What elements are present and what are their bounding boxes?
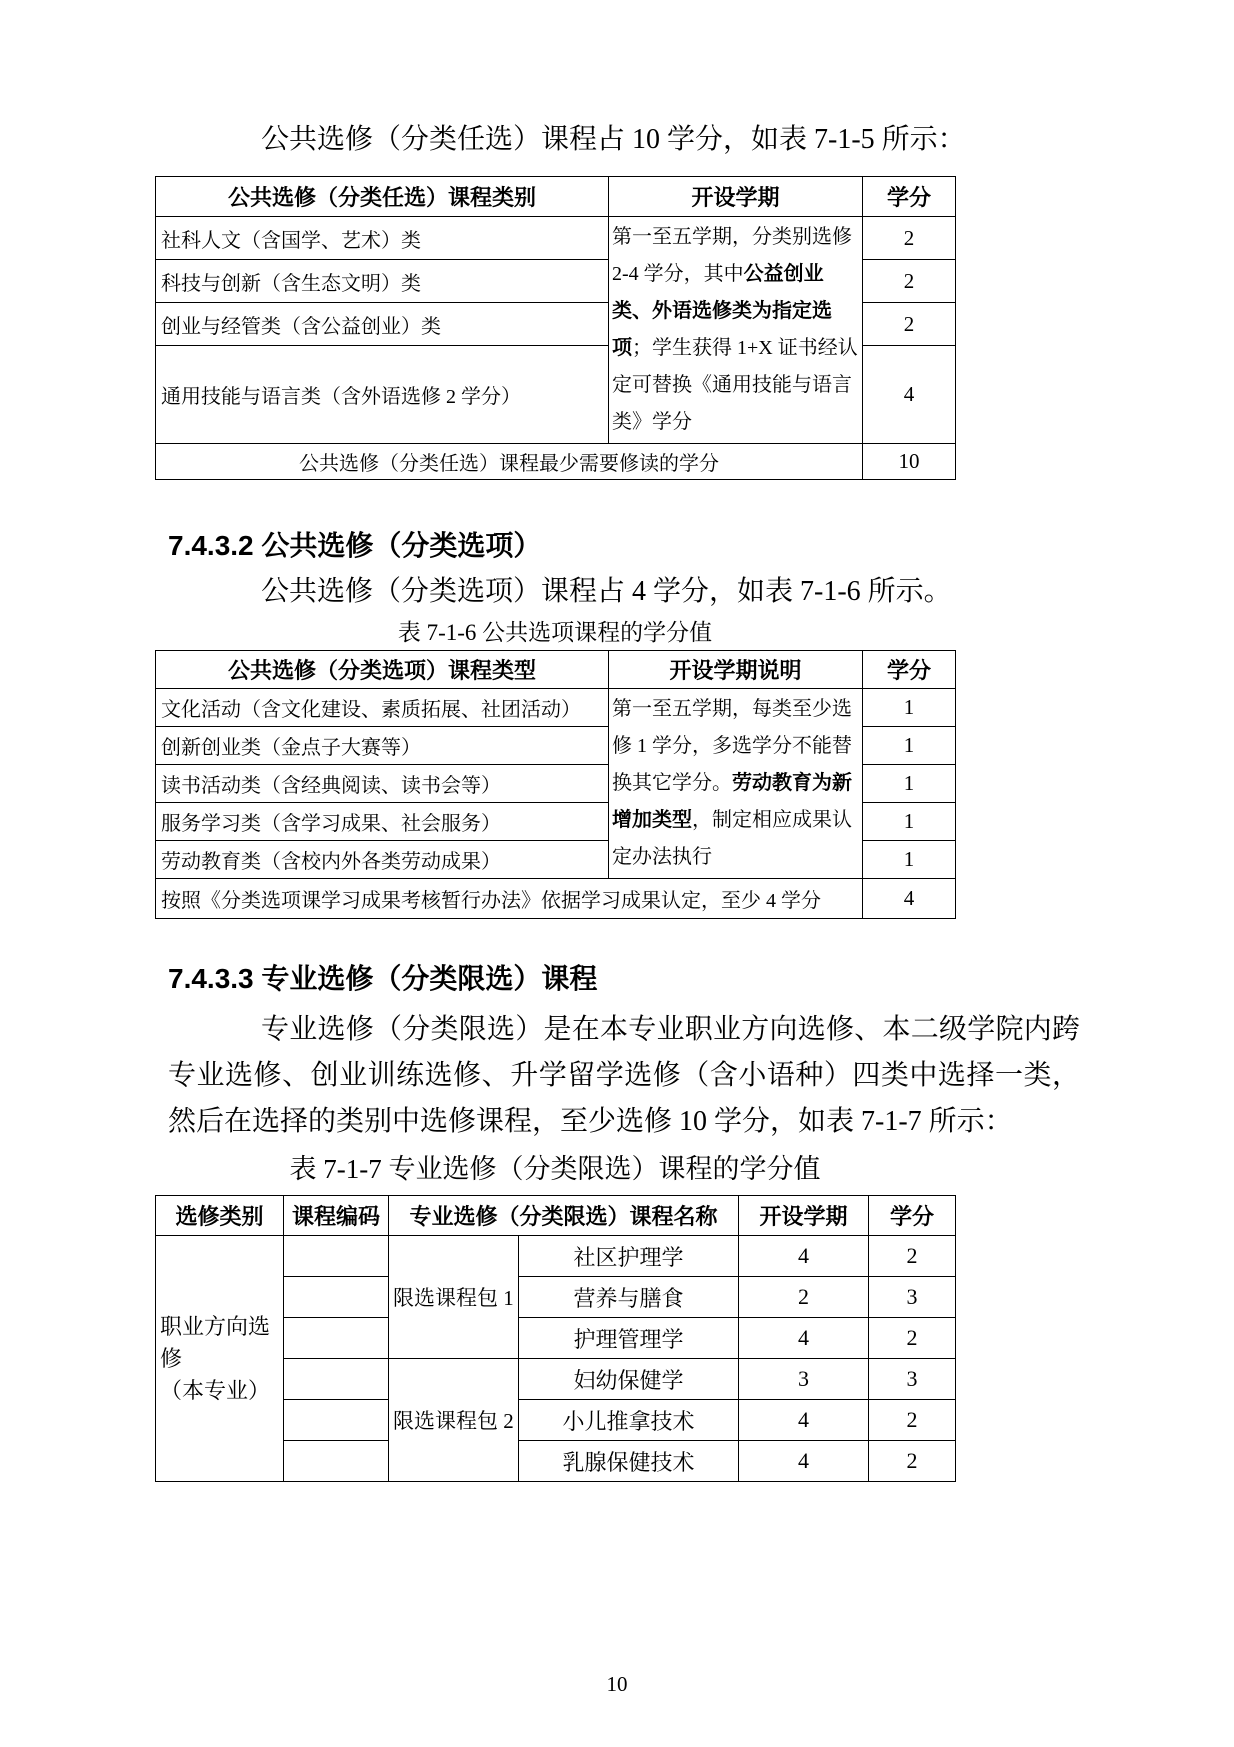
table-footer-row [156, 879, 956, 919]
column-header-elective-type: 选修类别 [156, 1196, 284, 1236]
credits-cell: 4 [863, 346, 956, 444]
column-header-semester: 开设学期说明 [609, 651, 863, 689]
note-text: ，制定相应成果认定办法执行 [612, 809, 852, 868]
note-text: ；学生获得 1+X 证书经认定可替换《通用技能与语言类》学分 [612, 337, 858, 433]
column-header-category: 公共选修（分类任选）课程类别 [156, 177, 609, 217]
elective-type-cell [156, 1236, 284, 1482]
credits-cell: 1 [863, 765, 956, 803]
credits-cell: 3 [869, 1359, 956, 1400]
column-header-credits: 学分 [863, 177, 956, 217]
course-code-cell [284, 1318, 389, 1359]
course-name-cell: 乳腺保健技术 [519, 1441, 739, 1482]
category-cell: 创新创业类（金点子大赛等） [156, 727, 609, 765]
table-row [156, 217, 956, 260]
column-header-category: 公共选修（分类选项）课程类型 [156, 651, 609, 689]
credits-cell: 1 [863, 727, 956, 765]
course-name-cell: 妇幼保健学 [519, 1359, 739, 1400]
course-code-cell [284, 1277, 389, 1318]
column-header-semester: 开设学期 [739, 1196, 869, 1236]
elective-type-line2: （本专业） [160, 1377, 271, 1403]
table-7-1-5 [155, 176, 956, 480]
table-row [156, 1236, 956, 1277]
minimum-credits-value: 10 [863, 444, 956, 480]
semester-cell: 4 [739, 1318, 869, 1359]
category-cell: 文化活动（含文化建设、素质拓展、社团活动） [156, 689, 609, 727]
column-header-credits: 学分 [863, 651, 956, 689]
course-code-cell [284, 1236, 389, 1277]
semester-note-cell [609, 217, 863, 444]
course-name-cell: 营养与膳食 [519, 1277, 739, 1318]
course-name-cell: 社区护理学 [519, 1236, 739, 1277]
credits-cell: 1 [863, 841, 956, 879]
semester-cell: 2 [739, 1277, 869, 1318]
credits-cell: 2 [863, 217, 956, 260]
table-header-row [156, 177, 956, 217]
semester-cell: 4 [739, 1441, 869, 1482]
table-caption-7-1-6: 表 7-1-6 公共选项课程的学分值 [397, 620, 713, 645]
note-text: 第一至五学期，每类至少选修 1 学分，多选学分不能替换其它学分。 [612, 698, 852, 794]
course-name-cell: 护理管理学 [519, 1318, 739, 1359]
course-code-cell [284, 1359, 389, 1400]
semester-cell: 4 [739, 1400, 869, 1441]
credits-cell: 2 [869, 1236, 956, 1277]
course-code-cell [284, 1441, 389, 1482]
credits-cell: 2 [869, 1441, 956, 1482]
table-7-1-6 [155, 650, 956, 919]
minimum-credits-label: 公共选修（分类任选）课程最少需要修读的学分 [156, 444, 863, 480]
table-row [156, 689, 956, 727]
semester-cell: 4 [739, 1236, 869, 1277]
column-header-credits: 学分 [869, 1196, 956, 1236]
table-footer-row [156, 444, 956, 480]
table-header-row [156, 1196, 956, 1236]
table-header-row [156, 651, 956, 689]
note-text-bold: 劳动教育为新增加类型 [612, 772, 852, 831]
intro-paragraph-table-7-1-5: 公共选修（分类任选）课程占 10 学分，如表 7-1-5 所示： [261, 124, 966, 155]
column-header-semester: 开设学期 [609, 177, 863, 217]
intro-paragraph-table-7-1-7: 专业选修（分类限选）是在本专业职业方向选修、本二级学院内跨专业选修、创业训练选修、升学留学选修（含小语种）四类中选择一类，然后在选择的类别中选修课程，至少选修 10 学分，如表 7-1-7 所示： [168, 1014, 1080, 1137]
credits-cell: 3 [869, 1277, 956, 1318]
section-heading-7-4-3-2: 7.4.3.2 公共选修（分类选项） [168, 530, 542, 561]
credits-cell: 2 [869, 1400, 956, 1441]
category-cell: 科技与创新（含生态文明）类 [156, 260, 609, 303]
package-cell: 限选课程包 2 [389, 1359, 519, 1482]
semester-note-cell [609, 689, 863, 879]
category-cell: 创业与经管类（含公益创业）类 [156, 303, 609, 346]
category-cell: 服务学习类（含学习成果、社会服务） [156, 803, 609, 841]
note-text: 第一至五学期，分类别选修 2-4 学分，其中 [612, 226, 852, 285]
semester-cell: 3 [739, 1359, 869, 1400]
category-cell: 社科人文（含国学、艺术）类 [156, 217, 609, 260]
column-header-course-name: 专业选修（分类限选）课程名称 [389, 1196, 739, 1236]
section-heading-7-4-3-3: 7.4.3.3 专业选修（分类限选）课程 [168, 963, 598, 994]
category-cell: 通用技能与语言类（含外语选修 2 学分） [156, 346, 609, 444]
page-number: 10 [606, 1672, 628, 1696]
category-cell: 读书活动类（含经典阅读、读书会等） [156, 765, 609, 803]
note-text-bold: 公益创业类、外语选修类为指定选项 [612, 263, 832, 359]
category-cell: 劳动教育类（含校内外各类劳动成果） [156, 841, 609, 879]
elective-type-line1: 职业方向选修 [160, 1313, 271, 1371]
credits-cell: 2 [869, 1318, 956, 1359]
intro-paragraph-table-7-1-6: 公共选修（分类选项）课程占 4 学分，如表 7-1-6 所示。 [261, 576, 952, 607]
column-header-course-code: 课程编码 [284, 1196, 389, 1236]
credits-cell: 1 [863, 689, 956, 727]
credits-cell: 2 [863, 303, 956, 346]
package-cell: 限选课程包 1 [389, 1236, 519, 1359]
table-7-1-7 [155, 1195, 956, 1482]
credits-cell: 1 [863, 803, 956, 841]
course-name-cell: 小儿推拿技术 [519, 1400, 739, 1441]
recognition-rule-label: 按照《分类选项课学习成果考核暂行办法》依据学习成果认定，至少 4 学分 [156, 879, 863, 919]
recognition-rule-credits: 4 [863, 879, 956, 919]
table-caption-7-1-7: 表 7-1-7 专业选修（分类限选）课程的学分值 [289, 1154, 821, 1184]
course-code-cell [284, 1400, 389, 1441]
credits-cell: 2 [863, 260, 956, 303]
